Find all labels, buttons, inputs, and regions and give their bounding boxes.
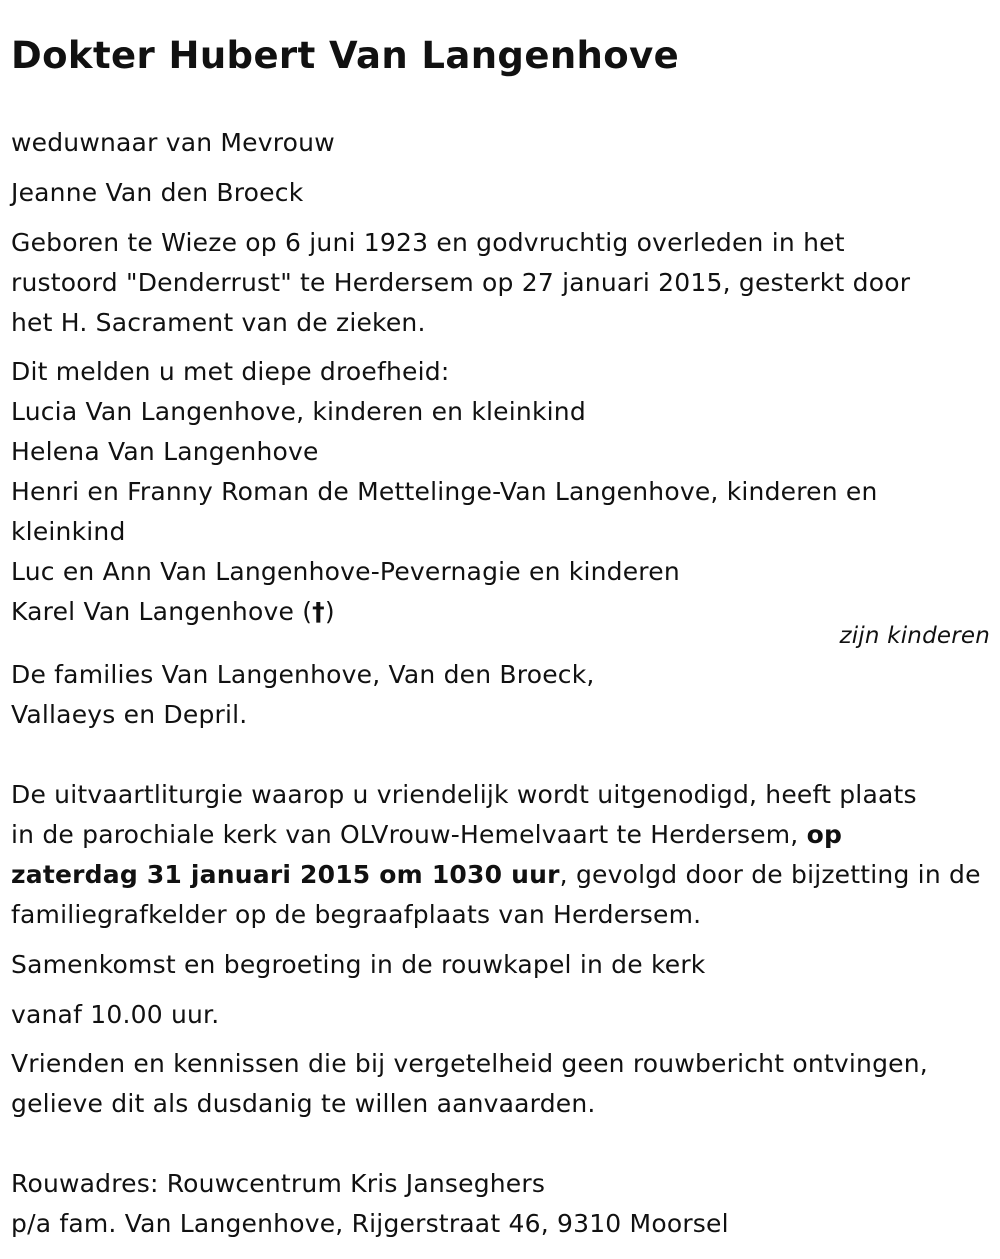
text-line: Vrienden en kennissen die bij vergetelheid geen rouwbericht ontvingen, <box>11 1049 928 1078</box>
children-list <box>11 352 990 632</box>
gathering-time: vanaf 10.00 uur. <box>11 1000 220 1029</box>
text-line: gelieve dit als dusdanig te willen aanvaarden. <box>11 1089 596 1118</box>
families-paragraph <box>11 655 990 735</box>
text-line: Geboren te Wieze op 6 juni 1923 en godvruchtig overleden in het <box>11 228 845 257</box>
page-title: Dokter Hubert Van Langenhove <box>11 34 680 77</box>
gathering-line <box>11 945 990 985</box>
address-line: Rouwadres: Rouwcentrum Kris Janseghers <box>11 1169 546 1198</box>
text-line: De families Van Langenhove, Van den Broeck, <box>11 660 595 689</box>
funeral-text: , gevolgd door de bijzetting in de <box>559 860 981 889</box>
list-item: Helena Van Langenhove <box>11 437 319 466</box>
cross-icon: † <box>312 597 325 626</box>
widower-line <box>11 123 990 163</box>
list-item: Lucia Van Langenhove, kinderen en kleinkind <box>11 397 586 426</box>
spouse-name: Jeanne Van den Broeck <box>11 178 304 207</box>
gathering-text: Samenkomst en begroeting in de rouwkapel in de kerk <box>11 950 706 979</box>
funeral-text: in de parochiale kerk van OLVrouw-Hemelvaart te Herdersem, <box>11 820 807 849</box>
birth-death-paragraph <box>11 223 990 343</box>
address-paragraph <box>11 1164 990 1244</box>
list-item: Henri en Franny Roman de Mettelinge-Van Langenhove, kinderen en <box>11 477 878 506</box>
gathering-time-line <box>11 995 990 1035</box>
funeral-date-bold: op <box>806 820 843 849</box>
announcement-intro: Dit melden u met diepe droefheid: <box>11 357 450 386</box>
notice-paragraph <box>11 1044 990 1124</box>
deceased-child-close: ) <box>324 597 335 626</box>
list-item: Luc en Ann Van Langenhove-Pevernagie en kinderen <box>11 557 680 586</box>
widower-text: weduwnaar van Mevrouw <box>11 128 335 157</box>
text-line: familiegrafkelder op de begraafplaats van Herdersem. <box>11 900 702 929</box>
text-line: Vallaeys en Depril. <box>11 700 248 729</box>
deceased-child-name: Karel Van Langenhove ( <box>11 597 313 626</box>
text-line: het H. Sacrament van de zieken. <box>11 308 426 337</box>
text-line: De uitvaartliturgie waarop u vriendelijk wordt uitgenodigd, heeft plaats <box>11 780 917 809</box>
spouse-line <box>11 173 990 213</box>
children-signature: zijn kinderen <box>839 623 990 649</box>
text-line: rustoord "Denderrust" te Herdersem op 27 januari 2015, gesterkt door <box>11 268 911 297</box>
list-item: kleinkind <box>11 517 126 546</box>
funeral-date-bold: zaterdag 31 januari 2015 om 1030 uur <box>11 860 560 889</box>
funeral-paragraph <box>11 775 990 935</box>
text-line <box>11 855 990 895</box>
address-line: p/a fam. Van Langenhove, Rijgerstraat 46, 9310 Moorsel <box>11 1209 729 1238</box>
text-line <box>11 815 990 855</box>
